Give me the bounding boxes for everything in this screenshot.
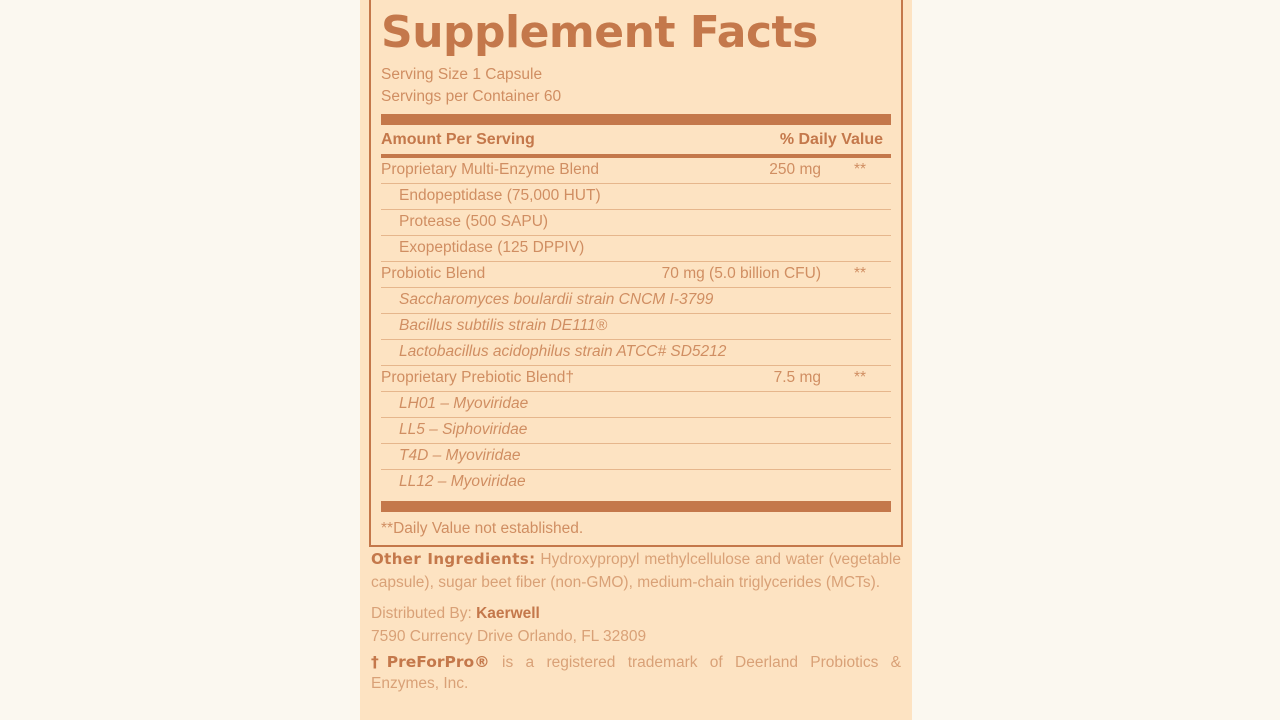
nutrient-name: Proprietary Multi-Enzyme Blend bbox=[381, 161, 599, 178]
daily-value-footnote: **Daily Value not established. bbox=[381, 520, 584, 537]
other-ingredients-text: Hydroxypropyl methylcellulose and water (vegetable capsule), sugar beet fiber (non-GMO), medium-chain triglycerides (MCTs). bbox=[371, 551, 901, 591]
nutrient-name: Saccharomyces boulardii strain CNCM I-3799 bbox=[399, 291, 714, 308]
table-row bbox=[381, 314, 891, 340]
table-row bbox=[381, 210, 891, 236]
distributed-by-label: Distributed By: bbox=[371, 605, 472, 622]
label-footer bbox=[369, 548, 903, 694]
trademark-text: is a registered trademark of Deerland Probiotics & Enzymes, Inc. bbox=[371, 654, 901, 692]
table-row bbox=[381, 184, 891, 210]
servings-per-container: Servings per Container 60 bbox=[381, 88, 562, 105]
nutrient-name: T4D – Myoviridae bbox=[399, 447, 521, 464]
trademark-notice bbox=[371, 652, 901, 694]
nutrient-daily-value: ** bbox=[853, 265, 867, 282]
brand-name: Kaerwell bbox=[476, 605, 540, 622]
trademark-mark: †PreForPro® bbox=[371, 653, 490, 671]
table-row bbox=[381, 288, 891, 314]
supplement-label-panel bbox=[360, 0, 912, 720]
table-header-row bbox=[381, 128, 891, 151]
nutrient-name: LL12 – Myoviridae bbox=[399, 473, 526, 490]
divider-thick-bottom bbox=[381, 501, 891, 512]
table-row bbox=[381, 366, 891, 392]
table-row bbox=[381, 340, 891, 366]
nutrient-name: Exopeptidase (125 DPPIV) bbox=[399, 239, 585, 256]
nutrient-amount: 250 mg bbox=[769, 161, 821, 178]
nutrient-name: Proprietary Prebiotic Blend† bbox=[381, 369, 574, 386]
page-title: Supplement Facts bbox=[381, 7, 818, 58]
nutrient-name: Protease (500 SAPU) bbox=[399, 213, 549, 230]
nutrient-daily-value: ** bbox=[853, 369, 867, 386]
table-row bbox=[381, 262, 891, 288]
nutrient-name: LH01 – Myoviridae bbox=[399, 395, 529, 412]
table-row bbox=[381, 158, 891, 184]
column-header-amount: Amount Per Serving bbox=[381, 131, 535, 148]
serving-size: Serving Size 1 Capsule bbox=[381, 66, 543, 83]
distributor-address: 7590 Currency Drive Orlando, FL 32809 bbox=[371, 628, 647, 645]
divider-thick-top bbox=[381, 114, 891, 125]
nutrient-name: Probiotic Blend bbox=[381, 265, 486, 282]
nutrient-name: Endopeptidase (75,000 HUT) bbox=[399, 187, 601, 204]
table-row bbox=[381, 392, 891, 418]
nutrient-daily-value: ** bbox=[853, 161, 867, 178]
nutrient-name: Bacillus subtilis strain DE111® bbox=[399, 317, 608, 334]
nutrient-amount: 70 mg (5.0 billion CFU) bbox=[661, 265, 821, 282]
supplement-facts-box bbox=[369, 0, 903, 547]
other-ingredients bbox=[371, 548, 901, 594]
nutrient-name: LL5 – Siphoviridae bbox=[399, 421, 528, 438]
other-ingredients-heading: Other Ingredients: bbox=[371, 550, 536, 568]
column-header-daily-value: % Daily Value bbox=[779, 131, 883, 148]
table-row bbox=[381, 470, 891, 495]
distributed-by bbox=[371, 602, 901, 626]
nutrient-name: Lactobacillus acidophilus strain ATCC# SD5212 bbox=[399, 343, 727, 360]
table-row bbox=[381, 418, 891, 444]
table-row bbox=[381, 444, 891, 470]
nutrient-amount: 7.5 mg bbox=[773, 369, 821, 386]
table-row bbox=[381, 236, 891, 262]
